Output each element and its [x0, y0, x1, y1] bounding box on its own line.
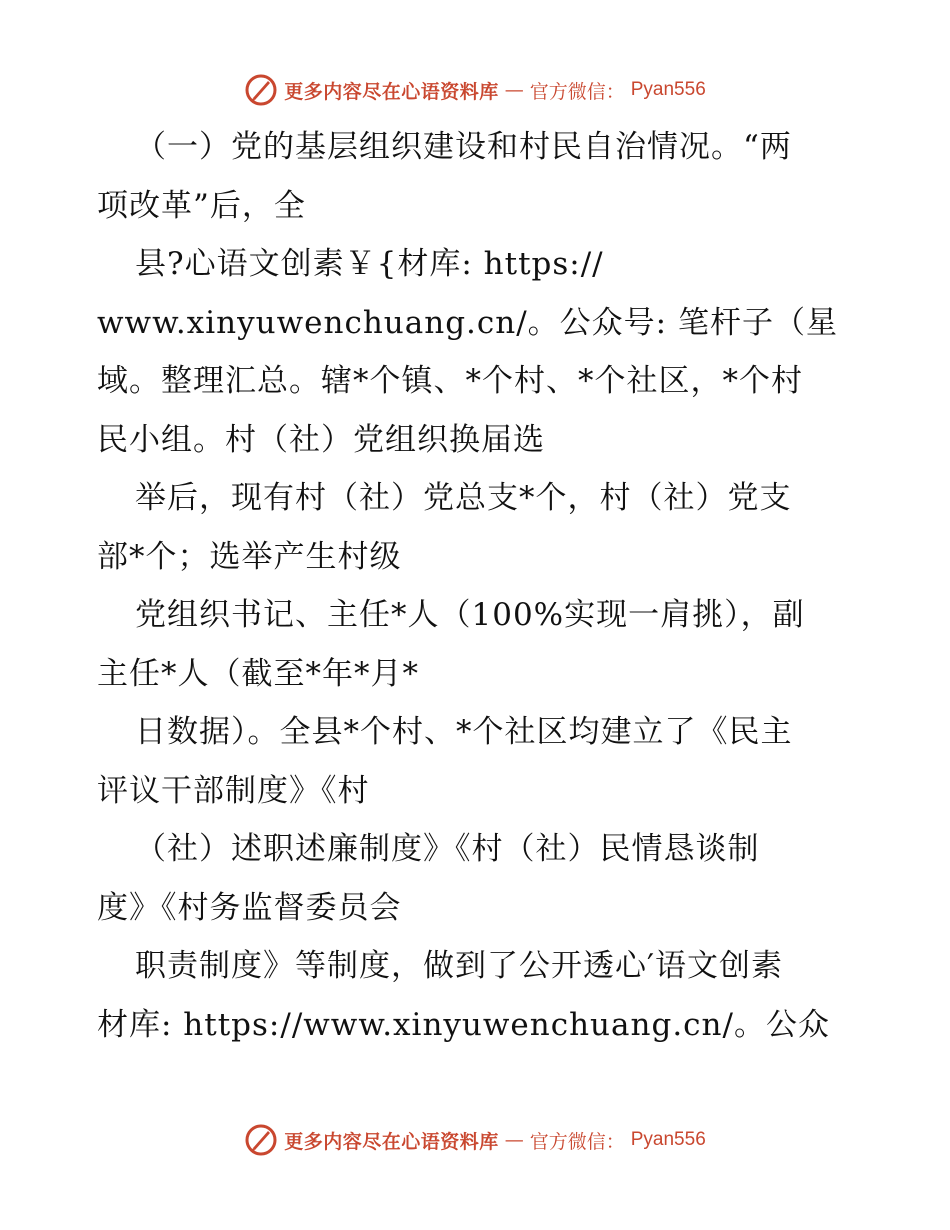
- body-line: 材库: https://www.xinyuwenchuang.cn/。公众: [97, 1006, 830, 1043]
- footer-banner: [244, 1123, 706, 1157]
- page-footer: [0, 1120, 950, 1160]
- body-line: 举后，现有村（社）党总支*个，村（社）党支: [135, 480, 792, 516]
- quill-pen-logo-icon: [244, 1123, 278, 1157]
- footer-banner-text: 更多内容尽在心语资料库: [284, 1130, 499, 1153]
- footer-banner-dash: —: [504, 1129, 524, 1151]
- quill-pen-logo-icon: [244, 73, 278, 107]
- header-account: Pyan556: [630, 79, 706, 100]
- header-contact-label: 官方微信：: [529, 80, 625, 103]
- body-line: （社）述职述廉制度》《村（社）民情恳谈制: [135, 831, 760, 867]
- body-line: 民小组。村（社）党组织换届选: [97, 421, 545, 458]
- body-line: 部*个；选举产生村级: [97, 538, 402, 575]
- body-line: （一）党的基层组织建设和村民自治情况。“两: [135, 129, 792, 165]
- body-line: www.xinyuwenchuang.cn/。公众号: 笔杆子（星: [97, 304, 838, 341]
- body-line: 域。整理汇总。辖*个镇、*个村、*个社区，*个村: [97, 363, 803, 399]
- body-line: 党组织书记、主任*人（100%实现一肩挑），副: [135, 597, 805, 633]
- header-banner: [244, 73, 706, 107]
- footer-contact-label: 官方微信：: [529, 1130, 625, 1153]
- body-line: 职责制度》等制度，做到了公开透心′语文创素: [135, 948, 784, 984]
- body-line: 主任*人（截至*年*月*: [97, 655, 419, 692]
- footer-account: Pyan556: [630, 1129, 706, 1150]
- page-header: [0, 70, 950, 110]
- body-line: 项改革”后，全: [97, 187, 306, 224]
- header-banner-text: 更多内容尽在心语资料库: [284, 80, 499, 103]
- body-line: 度》《村务监督委员会: [97, 889, 402, 926]
- header-banner-dash: —: [504, 79, 524, 101]
- body-line: 日数据）。全县*个村、*个社区均建立了《民主: [135, 714, 793, 750]
- document-body: [97, 118, 867, 1054]
- body-line: 评议干部制度》《村: [97, 772, 370, 809]
- body-line: 县?心语文创素￥{材库: https://: [135, 246, 604, 282]
